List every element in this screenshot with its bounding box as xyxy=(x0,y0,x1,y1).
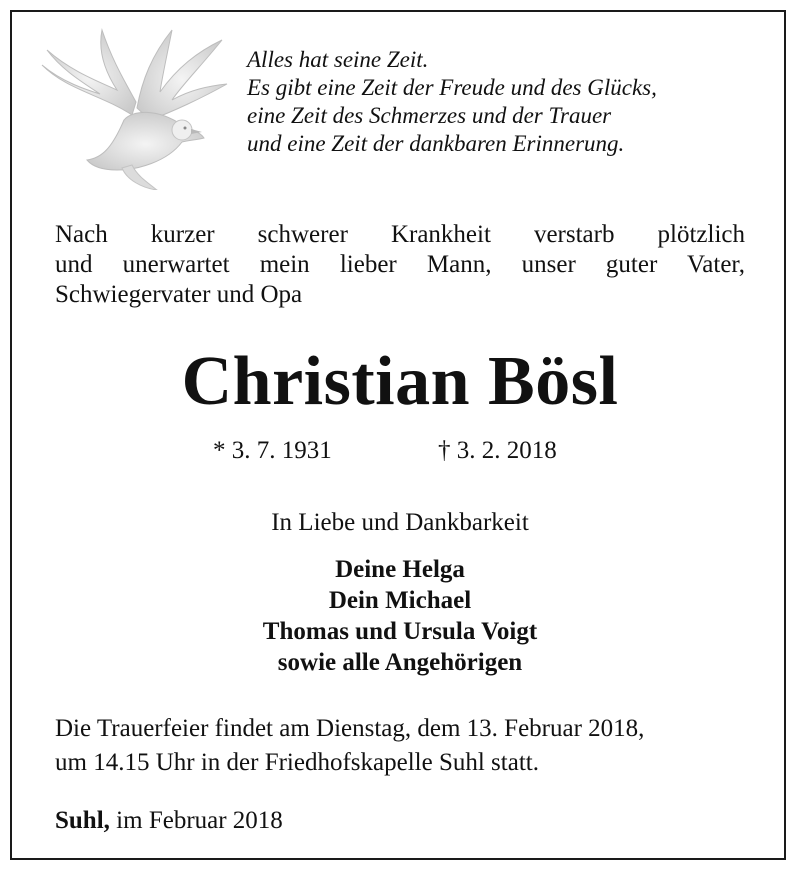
service-line: Die Trauerfeier findet am Dienstag, dem 13. Februar 2018, xyxy=(55,715,645,742)
signer: Dein Michael xyxy=(328,587,472,614)
intro-line: Schwiegervater und Opa xyxy=(55,281,303,308)
signer: Thomas und Ursula Voigt xyxy=(262,618,538,645)
poem-line: Es gibt eine Zeit der Freude und des Glücks, xyxy=(247,75,657,100)
service-info xyxy=(55,712,747,780)
intro-line: Nach kurzer schwerer Krankheit verstarb plötzlich xyxy=(55,221,745,248)
place-city: Suhl, xyxy=(55,807,110,834)
service-line: um 14.15 Uhr in der Friedhofskapelle Suhl statt. xyxy=(55,749,539,776)
dove-icon xyxy=(32,20,237,190)
place-date-text: im Februar 2018 xyxy=(109,807,283,834)
signer: Deine Helga xyxy=(335,556,465,583)
place-date xyxy=(55,806,283,836)
poem-line: und eine Zeit der dankbaren Erinnerung. xyxy=(247,131,625,156)
thanks-line: In Liebe und Dankbarkeit xyxy=(271,509,529,536)
signers xyxy=(0,554,800,678)
deceased-name: Christian Bösl xyxy=(181,343,619,420)
birth-date: * 3. 7. 1931 xyxy=(213,437,332,464)
death-date: † 3. 2. 2018 xyxy=(438,437,557,464)
signer: sowie alle Angehörigen xyxy=(277,649,523,676)
intro-text xyxy=(55,220,745,310)
poem xyxy=(247,46,657,158)
poem-line: Alles hat seine Zeit. xyxy=(247,47,429,72)
intro-line: und unerwartet mein lieber Mann, unser guter Vater, xyxy=(55,251,745,278)
poem-line: eine Zeit des Schmerzes und der Trauer xyxy=(247,103,612,128)
